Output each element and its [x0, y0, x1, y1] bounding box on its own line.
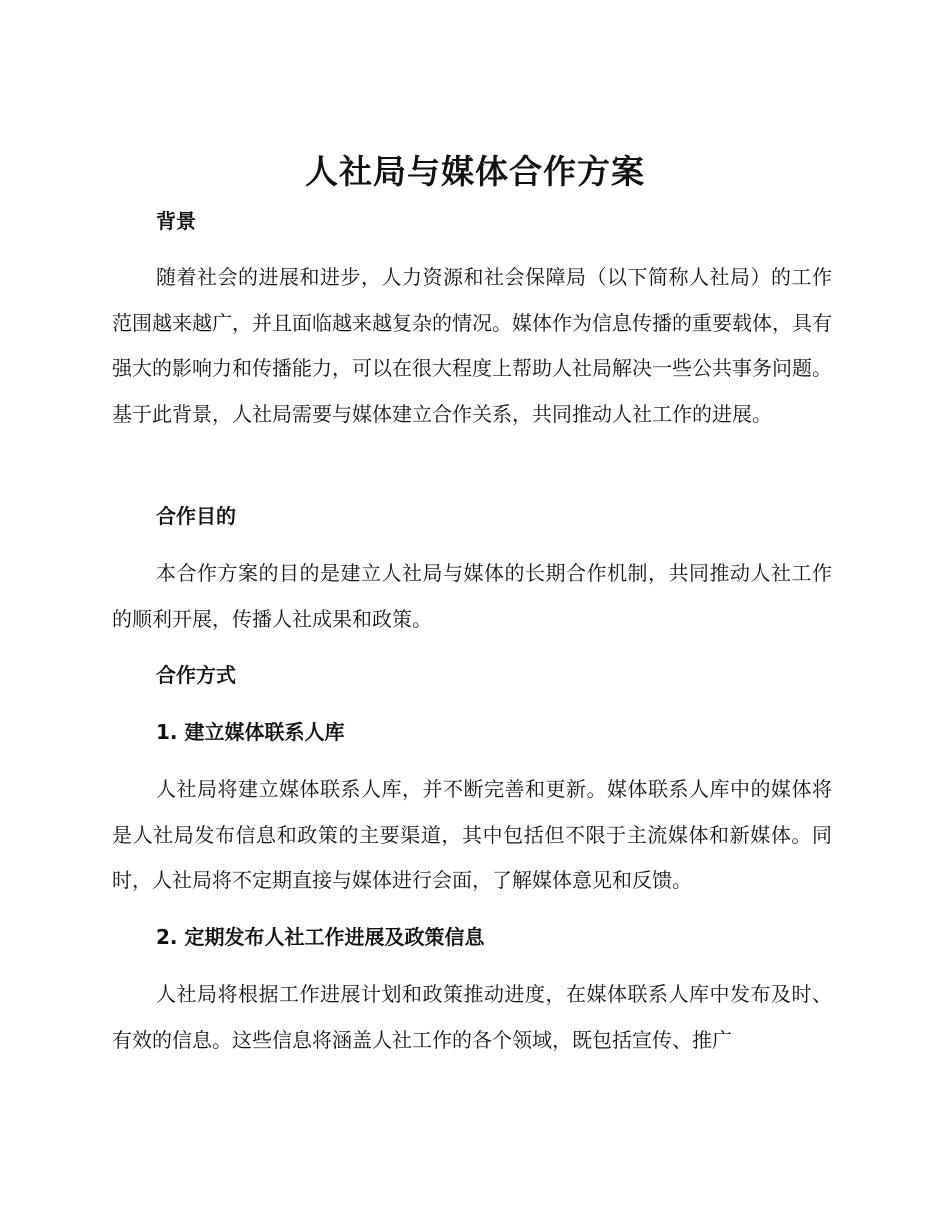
section-paragraph-background: 随着社会的进展和进步，人力资源和社会保障局（以下简称人社局）的工作范围越来越广，并且面临越来越复杂的情况。媒体作为信息传播的重要载体，具有强大的影响力和传播能力，可以在很大程度上帮助人社局解决一些公共事务问题。基于此背景，人社局需要与媒体建立合作关系，共同推动人社工作的进展。 [112, 265, 832, 426]
section-heading-regular-release: 2. 定期发布人社工作进展及政策信息 [156, 925, 485, 949]
section-heading-purpose: 合作目的 [156, 504, 236, 528]
section-heading-media-contacts: 1. 建立媒体联系人库 [156, 720, 345, 744]
section-paragraph-regular-release: 人社局将根据工作进展计划和政策推动进度，在媒体联系人库中发布及时、有效的信息。这些信息将涵盖人社工作的各个领域，既包括宣传、推广 [112, 982, 832, 1052]
section-paragraph-purpose: 本合作方案的目的是建立人社局与媒体的长期合作机制，共同推动人社工作的顺利开展，传播人社成果和政策。 [112, 561, 832, 631]
section-heading-methods: 合作方式 [156, 663, 236, 687]
section-heading-background: 背景 [156, 209, 196, 233]
section-paragraph-media-contacts: 人社局将建立媒体联系人库，并不断完善和更新。媒体联系人库中的媒体将是人社局发布信息和政策的主要渠道，其中包括但不限于主流媒体和新媒体。同时，人社局将不定期直接与媒体进行会面，了解媒体意见和反馈。 [112, 777, 832, 892]
document-title: 人社局与媒体合作方案 [305, 152, 645, 191]
